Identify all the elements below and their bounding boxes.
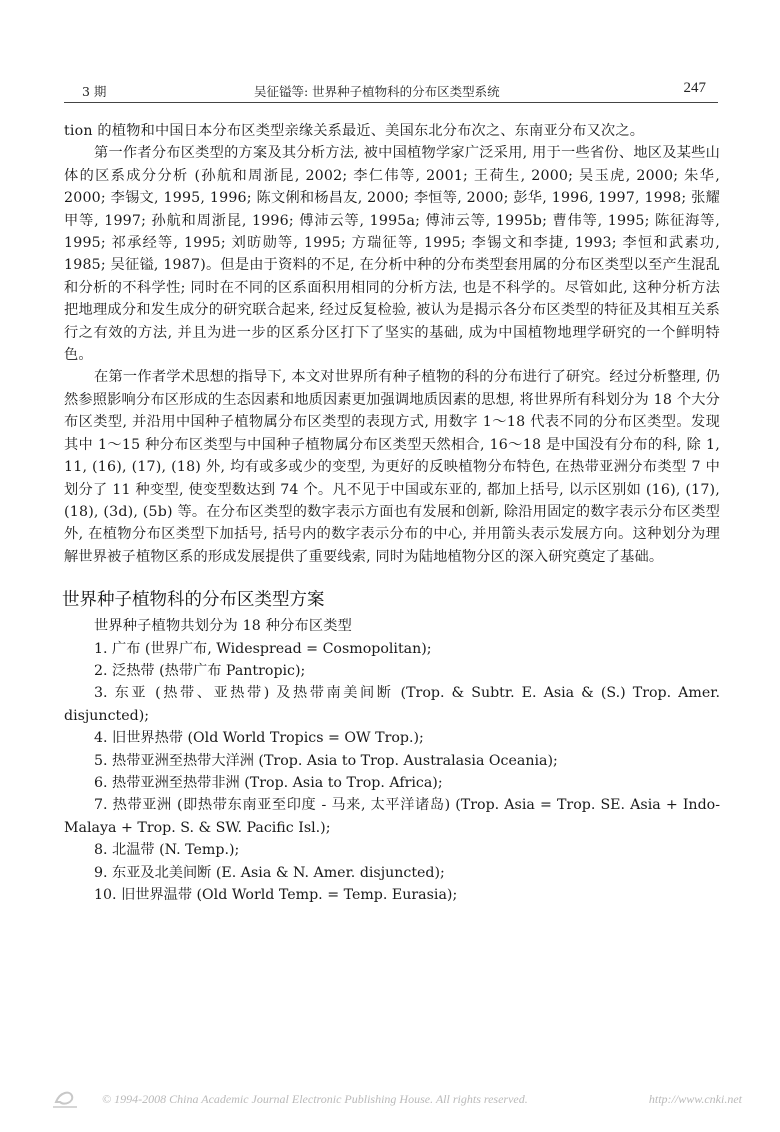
page-footer xyxy=(50,1090,750,1114)
list-item: 1. 广布 (世界广布, Widespread = Cosmopolitan); xyxy=(94,640,432,657)
list-item: 10. 旧世界温带 (Old World Temp. = Temp. Eurasia); xyxy=(94,887,458,903)
list-item: 3. 东亚 (热带、亚热带) 及热带南美间断 (Trop. & Subtr. E. Asia & (S.) Trop. Amer. disjuncted); xyxy=(64,685,720,724)
list-item: 4. 旧世界热带 (Old World Tropics = OW Trop.); xyxy=(94,730,424,747)
copyright-notice: © 1994-2008 China Academic Journal Electronic Publishing House. All rights reserved. xyxy=(102,1092,528,1106)
paragraph-continuation: tion 的植物和中国日本分布区类型亲缘关系最近、美国东北分布次之、东南亚分布又次之。 xyxy=(64,123,645,139)
footer-link[interactable]: http://www.cnki.net xyxy=(648,1092,742,1106)
section-intro: 世界种子植物共划分为 18 种分布区类型 xyxy=(94,618,353,635)
paragraph-present-study: 在第一作者学术思想的指导下, 本文对世界所有种子植物的科的分布进行了研究。经过分析整理, 仍然参照影响分布区形成的生态因素和地质因素更加强调地质因素的思想, 将世界所有科划分为 18 个大分布区类型, 并沿用中国种子植物属分布区类型的表现方式, 用数字 1～18 代表不同的分布区类型。发现其中 1～15 种分布区类型与中国种子植物属分布区类型天然相合, 16～18 是中国没有分布的科, 除 1, 11, (16), (17), (18) 外, 均有或多或少的变型, 为更好的反映植物分布特色, 在热带亚洲分布类型 7 中划分了 11 种变型, 使变型数达到 74 个。凡不见于中国或东亚的, 都加上括号, 以示区别如 (16), (17), (18), (3d), (5b) 等。在分布区类型的数字表示方面也有发展和创新, 除沿用固定的数字表示分布区类型外, 在植物分布区类型下加括号, 括号内的数字表示分布的中心, 并用箭头表示发展方向。这种划分为理解世界被子植物区系的形成发展提供了重要线索, 同时为陆地植物分区的深入研究奠定了基础。 xyxy=(64,369,720,565)
list-item: 6. 热带亚洲至热带非洲 (Trop. Asia to Trop. Africa); xyxy=(94,774,443,791)
section-heading: 世界种子植物科的分布区类型方案 xyxy=(62,590,325,611)
list-item: 5. 热带亚洲至热带大洋洲 (Trop. Asia to Trop. Australasia Oceania); xyxy=(94,752,558,769)
running-title: 吴征镒等: 世界种子植物科的分布区类型系统 xyxy=(254,84,500,99)
running-header xyxy=(64,82,718,103)
paragraph-methods-usage: 第一作者分布区类型的方案及其分析方法, 被中国植物学家广泛采用, 用于一些省份、地区及某些山体的区系成分分析 (孙航和周浙昆, 2002; 李仁伟等, 2001; 王荷生, 2000; 吴玉虎, 2000; 朱华, 2000; 李锡文, 1995, 1996; 陈文俐和杨昌友, 2000; 李恒等, 2000; 彭华, 1996, 1997, 1998; 张耀甲等, 1997; 孙航和周浙昆, 1996; 傅沛云等, 1995a; 傅沛云等, 1995b; 曹伟等, 1995; 陈征海等, 1995; 祁承经等, 1995; 刘昉勋等, 1995; 方瑞征等, 1995; 李锡文和李捷, 1993; 李恒和武素功, 1985; 吴征镒, 1987)。但是由于资料的不足, 在分析中种的分布类型套用属的分布区类型以至产生混乱和分析的不科学性; 同时在不同的区系面积用相同的分析方法, 也是不科学的。尽管如此, 这种分析方法把地理成分和发生成分的研究联合起来, 经过反复检验, 被认为是揭示各分布区类型的特征及其相互关系行之有效的方法, 并且为进一步的区系分区打下了坚实的基础, 成为中国植物地理学研究的一个鲜明特色。 xyxy=(64,145,720,364)
article-body xyxy=(64,120,720,906)
list-item: 9. 东亚及北美间断 (E. Asia & N. Amer. disjuncted); xyxy=(94,864,445,881)
list-item: 2. 泛热带 (热带广布 Pantropic); xyxy=(94,662,306,679)
distribution-type-list xyxy=(64,638,720,907)
page-number: 247 xyxy=(683,80,706,96)
cnki-logo-icon xyxy=(50,1088,80,1110)
list-item: 8. 北温带 (N. Temp.); xyxy=(94,842,240,859)
list-item: 7. 热带亚洲 (即热带东南亚至印度 - 马来, 太平洋诸岛) (Trop. Asia = Trop. SE. Asia + Indo-Malaya + Trop. S. & SW. Pacific Isl.); xyxy=(64,797,720,836)
issue-number: 3 期 xyxy=(82,84,107,99)
